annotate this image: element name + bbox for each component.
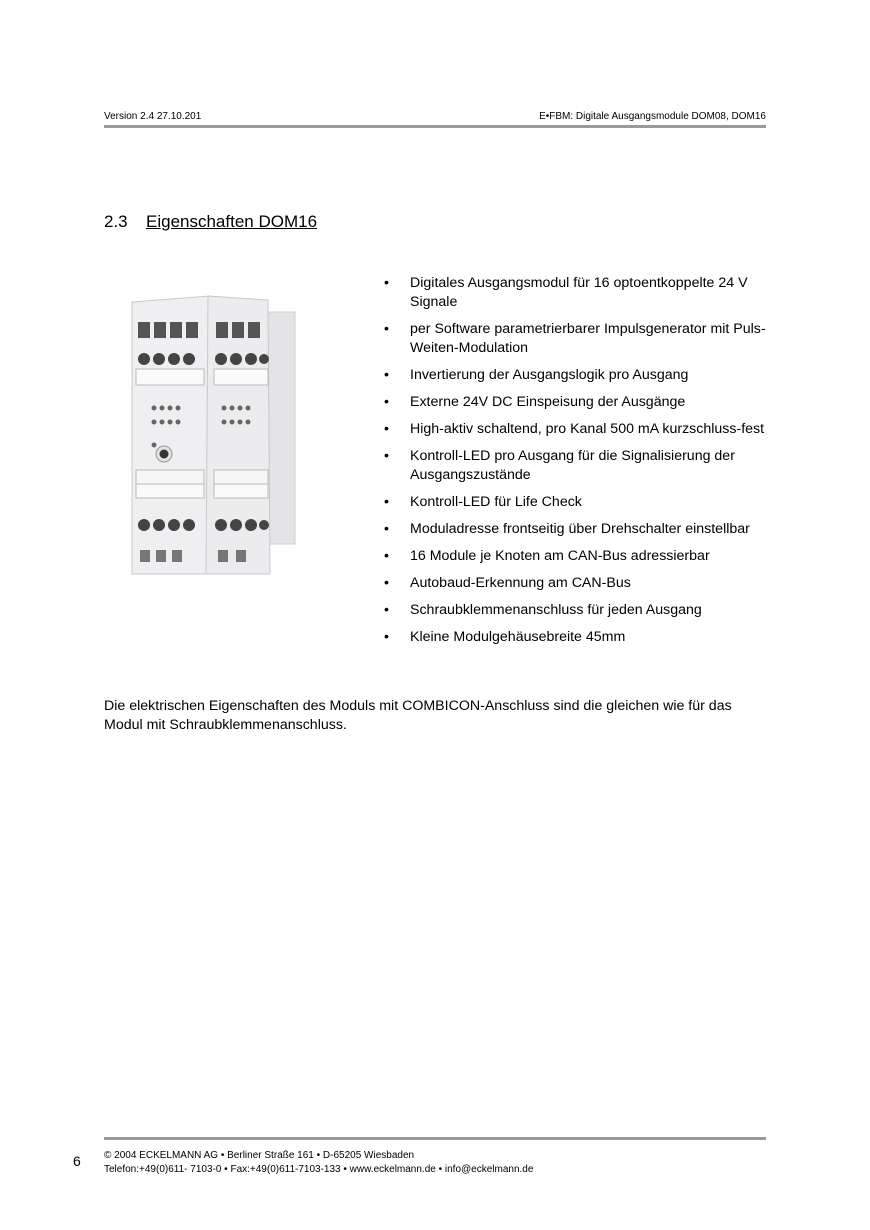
feature-list [384,274,769,655]
footer-rule [104,1137,766,1140]
list-item: • per Software parametrierbarer Impulsgenerator mit Puls-Weiten-Modulation [384,320,769,358]
list-item: • Autobaud-Erkennung am CAN-Bus [384,574,769,593]
section-number: 2.3 [104,212,128,231]
body-paragraph: Die elektrischen Eigenschaften des Moduls mit COMBICON-Anschluss sind die gleichen wie für das Modul mit Schraubklemmenanschluss. [104,698,732,733]
list-item: • Moduladresse frontseitig über Drehschalter einstellbar [384,520,769,539]
list-item: • Schraubklemmenanschluss für jeden Ausgang [384,601,769,620]
header-version: Version 2.4 27.10.201 [104,111,202,122]
header-rule [104,125,766,128]
list-item: • High-aktiv schaltend, pro Kanal 500 mA kurzschluss-fest [384,420,769,439]
list-item: • Kontroll-LED für Life Check [384,493,769,512]
section-title: Eigenschaften DOM16 [146,212,318,231]
footer-address: © 2004 ECKELMANN AG • Berliner Straße 161 • D-65205 Wiesbaden [104,1150,415,1161]
module-photo [118,292,298,577]
footer-contact: Telefon:+49(0)611- 7103-0 • Fax:+49(0)611-7103-133 • www.eckelmann.de • info@eckelmann.de [104,1164,534,1175]
header-document-title: E•FBM: Digitale Ausgangsmodule DOM08, DOM16 [539,111,766,122]
list-item: • 16 Module je Knoten am CAN-Bus adressierbar [384,547,769,566]
list-item: • Kontroll-LED pro Ausgang für die Signalisierung der Ausgangszustände [384,447,769,485]
list-item: • Digitales Ausgangsmodul für 16 optoentkoppelte 24 V Signale [384,274,769,312]
page-number: 6 [73,1153,81,1169]
list-item: • Kleine Modulgehäusebreite 45mm [384,628,769,647]
section-heading [104,212,317,232]
list-item: • Invertierung der Ausgangslogik pro Ausgang [384,366,769,385]
list-item: • Externe 24V DC Einspeisung der Ausgänge [384,393,769,412]
